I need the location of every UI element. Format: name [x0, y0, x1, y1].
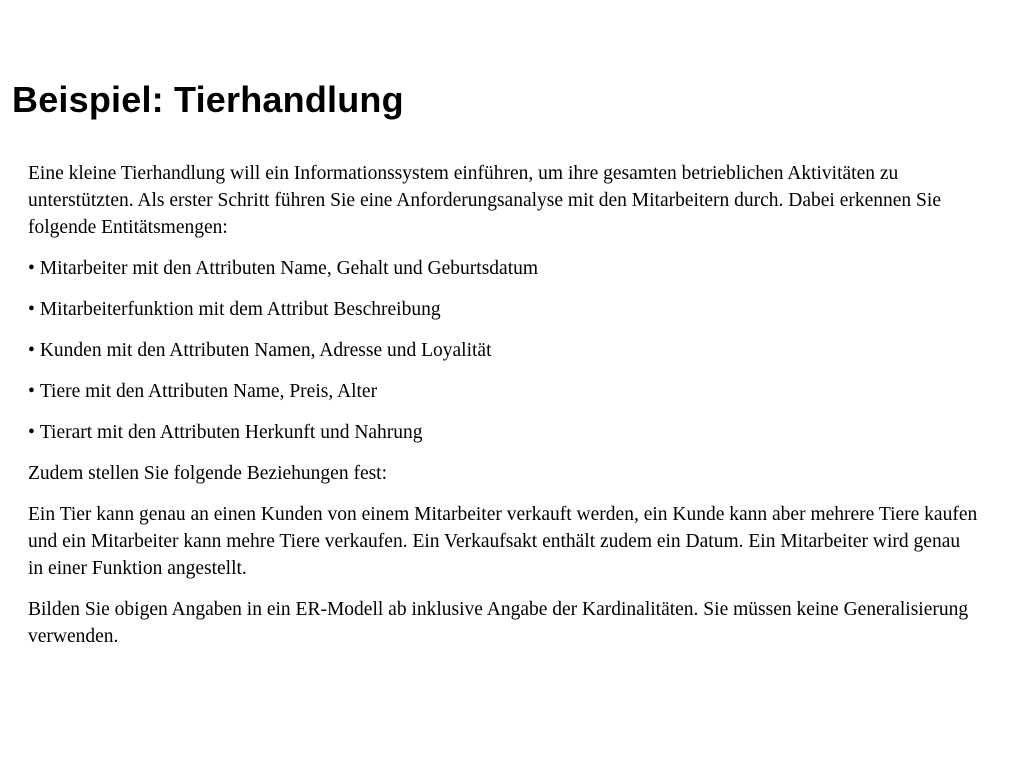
list-item [28, 419, 978, 446]
intro-paragraph: Eine kleine Tierhandlung will ein Informationssystem einführen, um ihre gesamten betrieblichen Aktivitäten zu unterstützten. Als erster Schritt führen Sie eine Anforderungsanalyse mit den Mitarbeitern durch. Dabei erkennen Sie folgende Entitätsmengen: [28, 163, 941, 238]
slide-title: Beispiel: Tierhandlung [12, 79, 404, 120]
relations-intro: Zudem stellen Sie folgende Beziehungen fest: [28, 463, 388, 484]
entity-text: Tiere mit den Attributen Name, Preis, Alter [39, 381, 378, 402]
bullet-icon: • [28, 422, 35, 443]
entity-text: Kunden mit den Attributen Namen, Adresse und Loyalität [39, 340, 492, 361]
list-item [28, 296, 978, 323]
slide-body [28, 160, 978, 664]
relations-paragraph: Ein Tier kann genau an einen Kunden von einem Mitarbeiter verkauft werden, ein Kunde kann aber mehrere Tiere kaufen und ein Mitarbeiter kann mehre Tiere verkaufen. Ein Verkaufsakt enthält zudem ein Datum. Ein Mitarbeiter wird genau in einer Funktion angestellt. [28, 504, 978, 579]
task-paragraph: Bilden Sie obigen Angaben in ein ER-Modell ab inklusive Angabe der Kardinalitäten. Sie müssen keine Generalisierung verwenden. [28, 599, 969, 647]
entity-list [28, 255, 978, 446]
bullet-icon: • [28, 258, 35, 279]
list-item [28, 255, 978, 282]
entity-text: Tierart mit den Attributen Herkunft und Nahrung [39, 422, 423, 443]
list-item [28, 378, 978, 405]
bullet-icon: • [28, 340, 35, 361]
bullet-icon: • [28, 299, 35, 320]
bullet-icon: • [28, 381, 35, 402]
list-item [28, 337, 978, 364]
entity-text: Mitarbeiterfunktion mit dem Attribut Beschreibung [39, 299, 441, 320]
entity-text: Mitarbeiter mit den Attributen Name, Gehalt und Geburtsdatum [39, 258, 539, 279]
